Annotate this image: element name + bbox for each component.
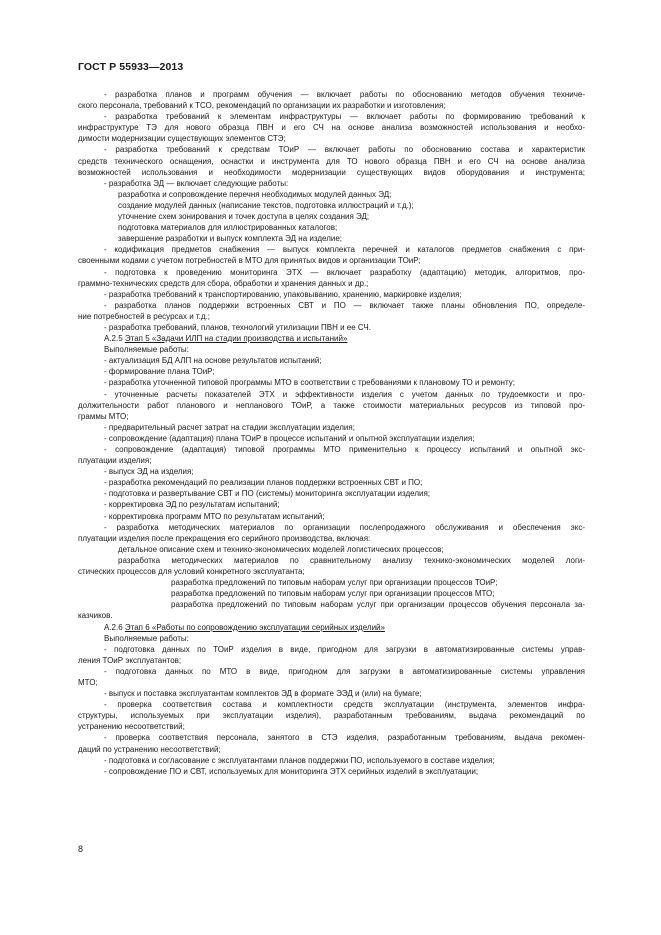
text-line [78, 377, 585, 388]
text-line [78, 278, 585, 289]
text-line [78, 633, 585, 644]
line-text: граммно-технических средств для сбора, обработки и хранения данных и др.; [78, 278, 369, 288]
line-text: - разработка требований к средствам ТОиР — включает работы по обоснованию состава и характеристик [104, 145, 585, 155]
line-text: МТО; [78, 677, 98, 687]
line-text: - проверка соответствия состава и комплектности средств эксплуатации (инструмента, элементов инфра- [104, 700, 585, 710]
text-line [78, 577, 585, 588]
text-line [78, 189, 585, 200]
line-text: структуры, используемых при эксплуатации изделия), разработанным требованиям, выдача рекомендаций по [78, 711, 585, 721]
line-text: - разработка планов и программ обучения — включает работы по обоснованию методов обучения техниче- [104, 90, 585, 99]
section-title: Этап 6 «Работы по сопровождению эксплуатации серийных изделий» [124, 622, 385, 632]
line-text: инфраструктуре ТЭ для нового образца ПВН и его СЧ на основе анализа возможностей использования и необхо- [78, 123, 585, 133]
text-line [78, 666, 585, 677]
line-text: А.2.5 [104, 334, 125, 344]
line-text: своенными кодами с учетом потребностей в МТО для принятых видов и организации ТОиР; [78, 256, 421, 266]
text-line [78, 721, 585, 732]
text-line [78, 156, 585, 167]
text-line [78, 511, 585, 522]
line-text: - подготовка и согласование с эксплуатантами планов поддержки ПО, используемого в составе изделия; [104, 755, 495, 765]
text-line [78, 610, 585, 621]
line-text: возможностей использования и необходимости модернизации существующих видов оборудования и инструмента; [78, 167, 585, 177]
text-line [78, 222, 585, 233]
page-header: ГОСТ Р 55933—2013 [78, 61, 184, 73]
line-text: - подготовка и развертывание СВТ и ПО (системы) мониторинга эксплуатации изделия; [104, 489, 431, 499]
line-text: ского персонала, требований к ТСО, рекомендаций по организации их разработки и изготовления; [78, 101, 446, 111]
text-line [78, 433, 585, 444]
line-text: димости модернизации существующих элементов СТЭ; [78, 134, 286, 144]
text-line [78, 744, 585, 755]
line-text: разработка предложений по типовым наборам услуг при организации процессов МТО; [171, 589, 495, 599]
text-line [78, 488, 585, 499]
text-line [78, 522, 585, 533]
line-text: - выпуск ЭД на изделия; [104, 467, 194, 477]
line-text: разработка методических материалов по сравнительному анализу технико-экономических моделей логи- [118, 555, 585, 565]
line-text: стических процессов для условий конкретного эксплуатанта; [78, 567, 305, 577]
text-line [78, 555, 585, 566]
text-line [78, 89, 585, 100]
text-line [78, 477, 585, 488]
line-text: детальное описание схем и технико-экономических моделей логистических процессов; [118, 544, 444, 554]
text-line [78, 444, 585, 455]
section-title: Этап 5 «Задачи ИЛП на стадии производства и испытаний» [124, 334, 348, 344]
document-body [78, 89, 585, 777]
line-text: - корректировка программ МТО по результатам испытаний; [104, 511, 325, 521]
line-text: - разработка требований, планов, технологий утилизации ПВН и ее СЧ. [104, 322, 371, 332]
text-line [78, 766, 585, 777]
text-line [78, 710, 585, 721]
text-line [78, 144, 585, 155]
text-line [78, 255, 585, 266]
line-text: - подготовка данных по МТО в виде, пригодном для загрузки в автоматизированные системы управления [104, 666, 585, 676]
line-text: устранению несоответствий; [78, 722, 185, 732]
text-line [78, 455, 585, 466]
text-line [78, 100, 585, 111]
line-text: ние потребностей в ресурсах и т.д.; [78, 311, 211, 321]
line-text: уточнение схем зонирования и точек доступа в целях создания ЭД; [118, 212, 370, 222]
text-line [78, 333, 585, 344]
line-text: - формирование плана ТОиР; [104, 367, 215, 377]
text-line [78, 533, 585, 544]
page-number: 8 [78, 844, 84, 854]
text-line [78, 599, 585, 610]
text-line [78, 677, 585, 688]
line-text: - проверка соответствия персонала, занятого в СТЭ изделия, разработанным требованиям, выдача рекомен- [104, 733, 585, 743]
line-text: - разработка рекомендаций по реализации планов поддержки встроенных СВТ и ПО; [104, 478, 423, 488]
line-text: создание модулей данных (написание текстов, подготовка иллюстраций и т.д.); [118, 200, 414, 210]
text-line [78, 111, 585, 122]
line-text: - предварительный расчет затрат на стадии эксплуатации изделия; [104, 422, 355, 432]
text-line [78, 233, 585, 244]
text-line [78, 644, 585, 655]
line-text: - актуализация БД АЛП на основе результатов испытаний; [104, 356, 322, 366]
line-text: А.2.6 [104, 622, 125, 632]
text-line [78, 499, 585, 510]
line-text: - разработка уточненной типовой программы МТО в соответствии с требованиями к плановому ТО и ремонту; [104, 378, 515, 388]
line-text: разработка предложений по типовым наборам услуг при организации процессов ТОиР; [171, 578, 498, 588]
text-line [78, 322, 585, 333]
text-line [78, 211, 585, 222]
line-text: разработка и сопровождение перечня необходимых модулей данных ЭД; [118, 189, 392, 199]
line-text: средств технического оснащения, оснастки и инструмента для ТО нового образца ПВН и его СЧ на основе анализа [78, 156, 585, 166]
text-line [78, 422, 585, 433]
line-text: - подготовка данных по ТОиР изделия в виде, пригодном для загрузки в автоматизированные системы управ- [104, 644, 585, 654]
line-text: - разработка ЭД — включает следующие работы: [104, 178, 289, 188]
text-line [78, 311, 585, 322]
line-text: подготовка материалов для иллюстрированных каталогов; [118, 223, 338, 233]
line-text: казчиков. [78, 611, 113, 621]
line-text: даций по устранению несоответствий; [78, 744, 221, 754]
text-line [78, 267, 585, 278]
line-text: - разработка требований к транспортированию, упаковыванию, хранению, маркировке изделия; [104, 289, 462, 299]
line-text: разработка предложений по типовым наборам услуг при организации процессов обучения персонала за- [171, 600, 585, 610]
text-line [78, 200, 585, 211]
text-line [78, 622, 585, 633]
text-line [78, 178, 585, 189]
line-text: плуатации изделия; [78, 456, 152, 466]
text-line [78, 732, 585, 743]
text-line [78, 544, 585, 555]
line-text: - разработка требований к элементам инфраструктуры — включает работы по формированию требований к [104, 112, 585, 122]
text-line [78, 588, 585, 599]
line-text: ления ТОиР эксплуатантов; [78, 655, 182, 665]
line-text: - сопровождение (адаптация) типовой программы МТО применительно к процессу испытаний и опытной экс- [104, 445, 585, 454]
text-line [78, 344, 585, 355]
text-line [78, 655, 585, 666]
line-text: - корректировка ЭД по результатам испытаний; [104, 500, 280, 510]
text-line [78, 355, 585, 366]
text-line [78, 688, 585, 699]
text-line [78, 122, 585, 133]
line-text: должительности работ планового и непланового ТОиР, а также стоимости материальных ресурсов из типовой про- [78, 400, 585, 410]
line-text: - выпуск и поставка эксплуатантам комплектов ЭД в формате ЭЭД и (или) на бумаге; [104, 689, 422, 699]
text-line [78, 400, 585, 411]
text-line [78, 289, 585, 300]
line-text: - разработка планов поддержки встроенных СВТ и ПО — включает также планы обновления ПО, определе- [104, 300, 585, 310]
text-line [78, 300, 585, 311]
line-text: граммы МТО; [78, 411, 129, 421]
line-text: плуатации изделия после прекращения его серийного производства, включая: [78, 533, 371, 543]
text-line [78, 411, 585, 422]
line-text: - подготовка к проведению мониторинга ЭТХ — включает разработку (адаптацию) методик, алгоритмов, про- [104, 267, 585, 277]
line-text: Выполняемые работы: [104, 345, 189, 355]
line-text: - уточненные расчеты показателей ЭТХ и эффективности изделия с учетом данных по трудоемкости и про- [104, 389, 585, 399]
line-text: - разработка методических материалов по организации послепродажного обслуживания и обеспечения экс- [104, 522, 585, 532]
text-line [78, 244, 585, 255]
text-line [78, 167, 585, 178]
text-line [78, 566, 585, 577]
line-text: - кодификация предметов снабжения — выпуск комплекта перечней и каталогов предметов снабжения с при- [104, 245, 585, 255]
text-line [78, 366, 585, 377]
text-line [78, 389, 585, 400]
line-text: завершение разработки и выпуск комплекта ЭД на изделие; [118, 234, 343, 244]
text-line [78, 133, 585, 144]
line-text: - сопровождение (адаптация) плана ТОиР в процессе испытаний и опытной эксплуатации изделия; [104, 433, 475, 443]
line-text: Выполняемые работы: [104, 633, 189, 643]
line-text: - сопровождение ПО и СВТ, используемых для мониторинга ЭТХ серийных изделий в эксплуатации; [104, 766, 479, 776]
text-line [78, 699, 585, 710]
text-line [78, 466, 585, 477]
text-line [78, 755, 585, 766]
